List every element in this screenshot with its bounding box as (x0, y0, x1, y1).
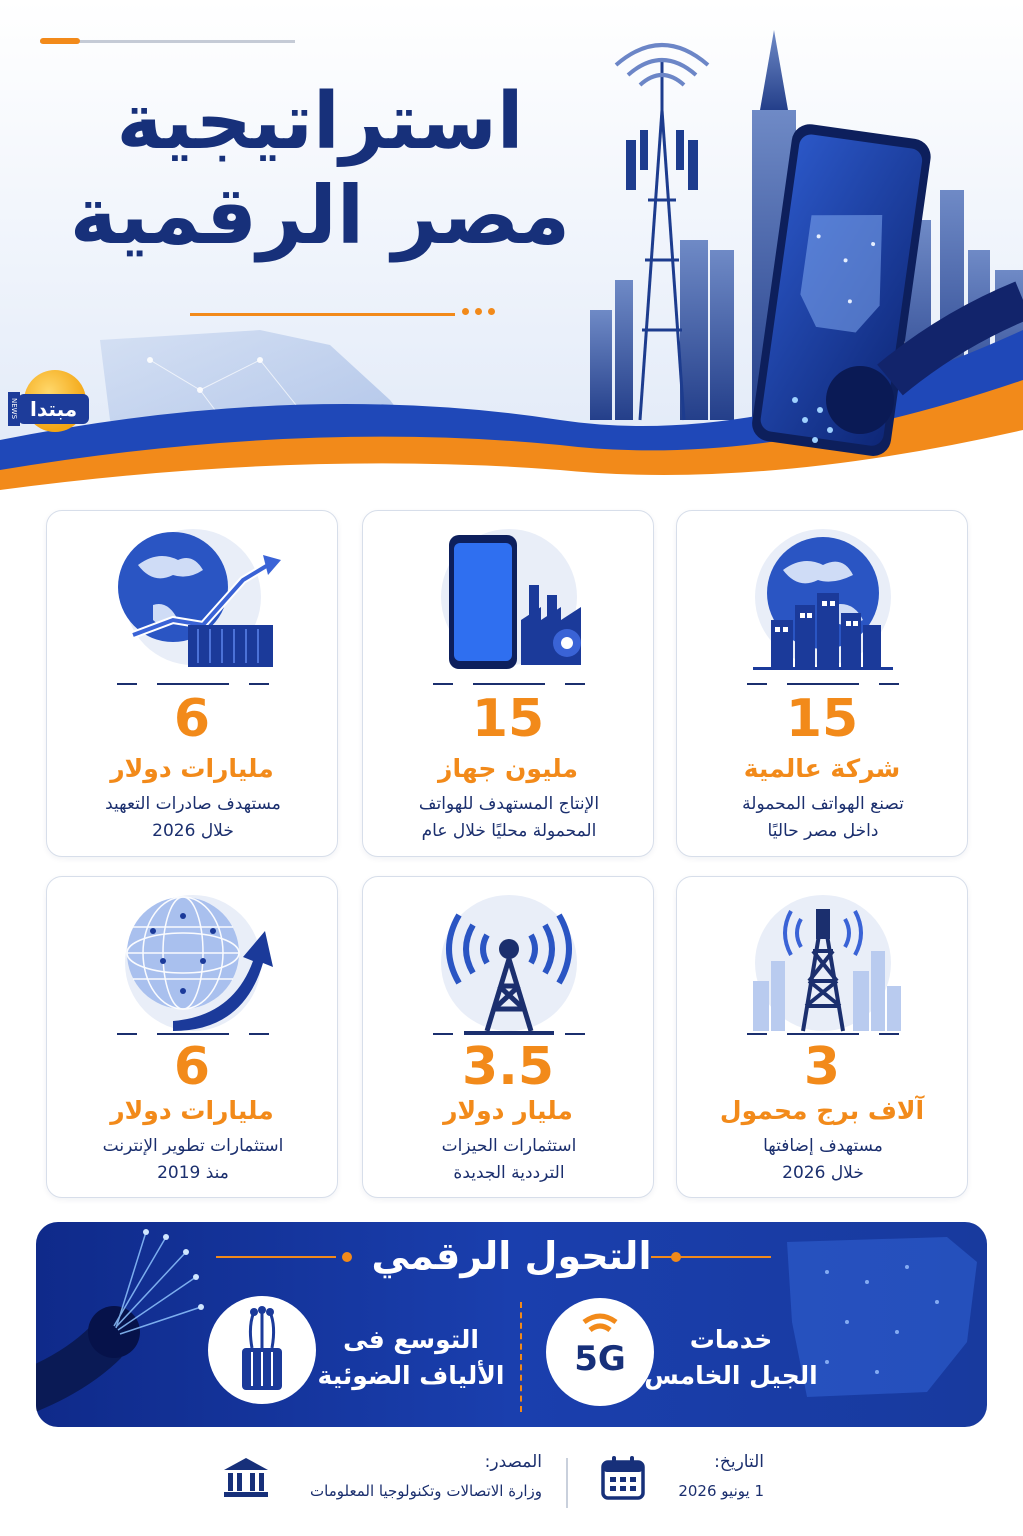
banner-title: التحول الرقمي (371, 1234, 652, 1278)
stat-card-outsourcing-exports (46, 510, 338, 857)
feature-5g-text (636, 1322, 826, 1395)
globe-export-icon (93, 525, 293, 675)
stat-label: مليارات دولار (110, 754, 274, 783)
stat-label: شركة عالمية (743, 754, 901, 783)
stat-number: 3.5 (461, 1037, 555, 1097)
cell-tower-city-icon (723, 891, 923, 1041)
stat-description-line2: منذ 2019 (157, 1163, 229, 1184)
signal-tower-icon (409, 891, 609, 1041)
stat-description (689, 1133, 957, 1187)
feature-5g-line2: الجيل الخامس (644, 1361, 818, 1391)
5g-icon-text: 5G (574, 1339, 626, 1379)
feature-fiber-line2: الألياف الضوئية (317, 1361, 505, 1391)
footer-divider (566, 1458, 568, 1508)
logo-news-tag: NEWS (8, 392, 20, 426)
card-separator (747, 1033, 899, 1035)
footer-source-value: وزارة الاتصالات وتكنولوجيا المعلومات (310, 1482, 542, 1500)
brand-logo (8, 370, 138, 440)
page-title (30, 78, 610, 262)
stat-description-line2: المحمولة محليًا خلال عام (421, 821, 597, 842)
calendar-icon (600, 1454, 646, 1500)
network-globe-arrow-icon (93, 891, 293, 1041)
title-dots (462, 308, 495, 315)
stat-number: 15 (785, 689, 859, 749)
feature-fiber-line1: التوسع فى (343, 1325, 479, 1354)
stat-description (689, 791, 957, 845)
card-separator (117, 1033, 269, 1035)
stat-number: 15 (471, 689, 545, 749)
stat-description-line2: خلال 2026 (152, 821, 234, 842)
top-divider-accent (40, 38, 80, 44)
logo-text: مبتدا (18, 394, 89, 424)
stat-description-line1: الإنتاج المستهدف للهواتف (418, 794, 600, 814)
stat-description (59, 1133, 327, 1187)
stat-description-line1: استثمارات تطوير الإنترنت (102, 1136, 284, 1156)
banner-divider (520, 1302, 522, 1412)
footer-date-value: 1 يونيو 2026 (678, 1482, 764, 1500)
footer-source-label: المصدر: (484, 1452, 542, 1472)
footer-source (222, 1452, 542, 1512)
footer-date-label: التاريخ: (714, 1452, 764, 1472)
stat-description-line1: مستهدف إضافتها (763, 1136, 883, 1156)
stat-label: آلاف برج محمول (719, 1096, 925, 1125)
page-title-line2: مصر الرقمية (69, 168, 571, 262)
stat-card-global-companies (676, 510, 968, 857)
stat-description-line1: استثمارات الحيزات (441, 1136, 577, 1156)
feature-fiber-text (316, 1322, 506, 1395)
feature-5g-line1: خدمات (689, 1325, 773, 1354)
ministry-building-icon (222, 1456, 270, 1500)
stat-description (375, 791, 643, 845)
stat-label: مليار دولار (443, 1096, 573, 1125)
stat-card-internet-investments (46, 876, 338, 1198)
page-title-line1: استراتيجية (116, 77, 524, 167)
stat-description-line1: مستهدف صادرات التعهيد (105, 794, 281, 814)
fiber-optic-icon (208, 1296, 316, 1404)
stat-card-frequency-investments (362, 876, 654, 1198)
card-separator (433, 683, 585, 685)
stat-number: 6 (173, 689, 211, 749)
stat-description-line2: الترددية الجديدة (453, 1163, 565, 1184)
stat-description-line1: تصنع الهواتف المحمولة (742, 794, 904, 814)
digital-transformation-banner (36, 1222, 987, 1427)
stat-number: 3 (803, 1037, 841, 1097)
stat-description-line2: داخل مصر حاليًا (767, 821, 879, 842)
stat-card-devices (362, 510, 654, 857)
stat-description-line2: خلال 2026 (782, 1163, 864, 1184)
stat-number: 6 (173, 1037, 211, 1097)
globe-buildings-icon (723, 525, 923, 675)
card-separator (747, 683, 899, 685)
phone-factory-icon (409, 525, 609, 675)
card-separator (433, 1033, 585, 1035)
stat-label: مليون جهاز (438, 754, 578, 783)
footer-date (600, 1452, 800, 1512)
stat-card-mobile-towers (676, 876, 968, 1198)
stat-label: مليارات دولار (110, 1096, 274, 1125)
card-separator (117, 683, 269, 685)
header (0, 0, 1023, 500)
stat-description (375, 1133, 643, 1187)
stat-description (59, 791, 327, 845)
title-underline (190, 313, 455, 316)
